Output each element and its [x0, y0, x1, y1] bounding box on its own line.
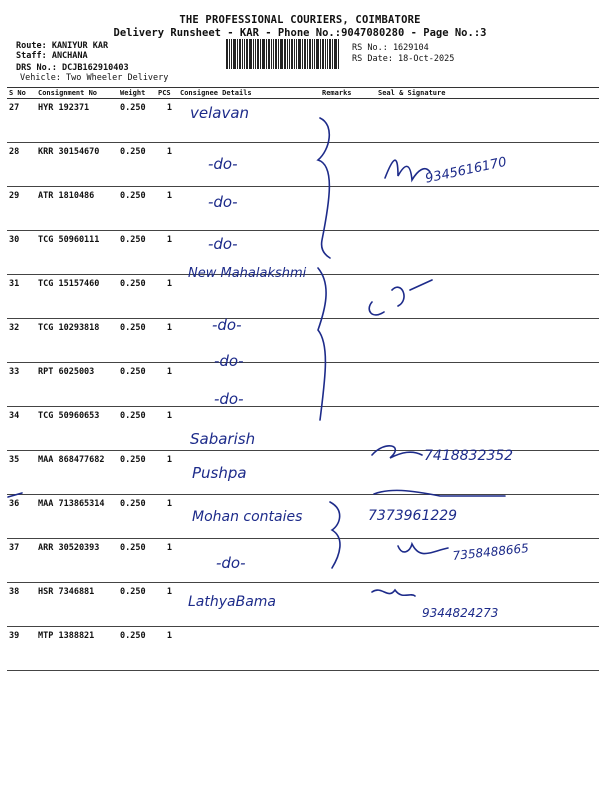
- consignment-cell: HSR 7346881: [36, 583, 118, 627]
- consignment-cell: TCG 50960653: [36, 407, 118, 451]
- signature-mark: [398, 544, 448, 554]
- consignment-cell: TCG 10293818: [36, 319, 118, 363]
- sno-cell: 27: [7, 99, 36, 143]
- weight-cell: 0.250: [118, 539, 156, 583]
- hand-consignee: velavan: [190, 104, 250, 122]
- hand-consignee: Mohan contaies: [192, 509, 303, 525]
- signature-mark: [372, 590, 415, 596]
- weight-cell: 0.250: [118, 143, 156, 187]
- hand-phone: 7373961229: [368, 508, 458, 524]
- hand-phone: 9344824273: [422, 606, 499, 620]
- signature-mark: [372, 446, 422, 458]
- col-consignment: Consignment No: [36, 88, 118, 99]
- weight-cell: 0.250: [118, 407, 156, 451]
- sno-cell: 28: [7, 143, 36, 187]
- weight-cell: 0.250: [118, 451, 156, 495]
- hand-phone: 7358488665: [452, 541, 530, 563]
- pcs-cell: 1: [156, 99, 178, 143]
- hand-consignee: -do-: [208, 193, 238, 211]
- signature-mark: [385, 160, 430, 180]
- sno-cell: 37: [7, 539, 36, 583]
- pcs-cell: 1: [156, 363, 178, 407]
- brace-mark: [318, 118, 330, 258]
- col-weight: Weight: [118, 88, 156, 99]
- pcs-cell: 1: [156, 319, 178, 363]
- sno-cell: 38: [7, 583, 36, 627]
- col-pcs: PCS: [156, 88, 178, 99]
- brace-mark: [318, 268, 326, 420]
- margin-tick: [8, 493, 22, 497]
- hand-consignee: New Mahalakshmi: [188, 266, 307, 281]
- vehicle-label: Vehicle: Two Wheeler Delivery: [20, 73, 169, 83]
- consignment-cell: TCG 15157460: [36, 275, 118, 319]
- consignment-cell: HYR 192371: [36, 99, 118, 143]
- hand-consignee: -do-: [214, 390, 244, 408]
- hand-consignee: LathyaBama: [188, 594, 277, 610]
- consignment-cell: MAA 868477682: [36, 451, 118, 495]
- consignment-cell: MAA 713865314: [36, 495, 118, 539]
- weight-cell: 0.250: [118, 495, 156, 539]
- weight-cell: 0.250: [118, 275, 156, 319]
- route-label: Route: KANIYUR KAR: [16, 41, 109, 51]
- hand-phone: 9345616170: [424, 154, 509, 187]
- sno-cell: 31: [7, 275, 36, 319]
- brace-mark: [330, 502, 340, 568]
- hand-consignee: Pushpa: [192, 464, 247, 482]
- pcs-cell: 1: [156, 143, 178, 187]
- hand-phone: 7418832352: [424, 448, 514, 464]
- hand-consignee: -do-: [216, 554, 246, 572]
- sno-cell: 32: [7, 319, 36, 363]
- sno-cell: 34: [7, 407, 36, 451]
- consignment-cell: TCG 50960111: [36, 231, 118, 275]
- hand-consignee: Sabarish: [190, 430, 256, 448]
- sno-cell: 29: [7, 187, 36, 231]
- pcs-cell: 1: [156, 187, 178, 231]
- signature-mark: [374, 490, 505, 496]
- col-remarks: Remarks: [320, 88, 364, 99]
- consignment-cell: ARR 30520393: [36, 539, 118, 583]
- hand-consignee: -do-: [214, 352, 244, 370]
- signature-mark: [369, 280, 432, 315]
- col-sno: S No: [7, 88, 36, 99]
- pcs-cell: 1: [156, 231, 178, 275]
- hand-consignee: -do-: [208, 235, 238, 253]
- company-title: THE PROFESSIONAL COURIERS, COIMBATORE: [179, 14, 421, 26]
- pcs-cell: 1: [156, 495, 178, 539]
- weight-cell: 0.250: [118, 583, 156, 627]
- consignment-cell: ATR 1810486: [36, 187, 118, 231]
- weight-cell: 0.250: [118, 187, 156, 231]
- col-signature: Seal & Signature: [364, 88, 599, 99]
- weight-cell: 0.250: [118, 319, 156, 363]
- sno-cell: 35: [7, 451, 36, 495]
- runsheet-title: Delivery Runsheet - KAR - Phone No.:9047080280 - Page No.:3: [113, 27, 487, 39]
- hand-consignee: -do-: [208, 155, 238, 173]
- weight-cell: 0.250: [118, 627, 156, 671]
- pcs-cell: 1: [156, 583, 178, 627]
- weight-cell: 0.250: [118, 231, 156, 275]
- consignment-cell: KRR 30154670: [36, 143, 118, 187]
- consignment-cell: MTP 1388821: [36, 627, 118, 671]
- pcs-cell: 1: [156, 627, 178, 671]
- sno-cell: 39: [7, 627, 36, 671]
- sno-cell: 33: [7, 363, 36, 407]
- col-consignee: Consignee Details: [178, 88, 320, 99]
- pcs-cell: 1: [156, 407, 178, 451]
- rs-date: RS Date: 18-Oct-2025: [352, 54, 455, 64]
- weight-cell: 0.250: [118, 99, 156, 143]
- staff-label: Staff: ANCHANA: [16, 51, 88, 61]
- sno-cell: 36: [7, 495, 36, 539]
- consignment-cell: RPT 6025003: [36, 363, 118, 407]
- rs-number: RS No.: 1629104: [352, 43, 429, 53]
- hand-consignee: -do-: [212, 316, 242, 334]
- pcs-cell: 1: [156, 275, 178, 319]
- pcs-cell: 1: [156, 539, 178, 583]
- weight-cell: 0.250: [118, 363, 156, 407]
- sno-cell: 30: [7, 231, 36, 275]
- pcs-cell: 1: [156, 451, 178, 495]
- drs-number: DRS No.: DCJB162910403: [16, 63, 129, 73]
